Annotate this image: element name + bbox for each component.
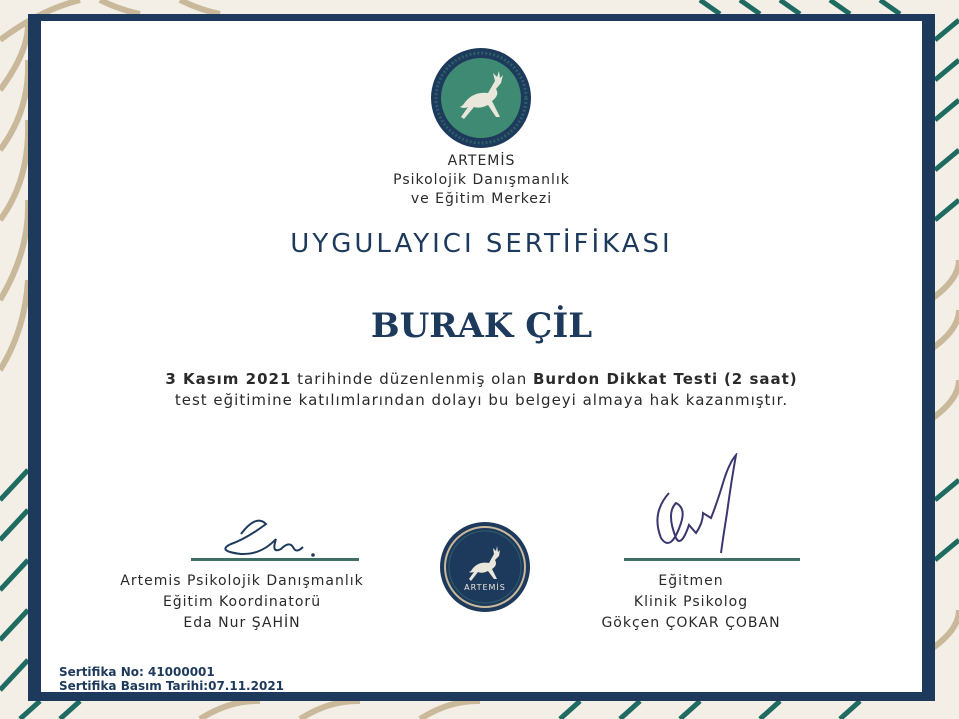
left-signatory-org: Artemis Psikolojik Danışmanlık: [120, 573, 364, 589]
certificate-title: UYGULAYICI SERTİFİKASI: [290, 229, 673, 259]
body-text-part2: test eğitimine katılımlarından dolayı bu belgeyi almaya hak kazanmıştır.: [174, 391, 789, 409]
right-signatory-role: Klinik Psikolog: [633, 594, 749, 610]
left-signature-line: [191, 558, 359, 561]
left-signatory-name: Eda Nur ŞAHİN: [183, 615, 301, 631]
body-text-part1: tarihinde düzenlenmiş olan: [291, 370, 533, 388]
certificate-frame: [28, 14, 935, 701]
certificate-number: Sertifika No: 41000001: [59, 665, 215, 679]
event-date: 3 Kasım 2021: [165, 370, 292, 388]
org-subtitle-line1: Psikolojik Danışmanlık: [393, 172, 570, 188]
right-signature: [641, 453, 761, 583]
left-signatory: [97, 571, 387, 634]
left-signatory-role: Eğitim Koordinatorü: [162, 594, 322, 610]
certificate-body-text: [161, 369, 802, 411]
print-date: Sertifika Basım Tarihi:07.11.2021: [59, 679, 285, 693]
certificate-paper: [41, 21, 922, 692]
seal-icon: [439, 521, 531, 613]
recipient-name: BURAK ÇİL: [370, 306, 593, 346]
right-signatory: [561, 571, 821, 634]
deer-logo-icon: [430, 47, 532, 149]
test-name: Burdon Dikkat Testi: [533, 370, 719, 388]
test-duration: (2 saat): [723, 370, 798, 388]
right-signatory-name: Gökçen ÇOKAR ÇOBAN: [601, 615, 781, 631]
right-signature-line: [624, 558, 800, 561]
seal-text: ARTEMİS: [464, 583, 506, 592]
right-signatory-title: Eğitmen: [658, 573, 724, 589]
org-subtitle-line2: ve Eğitim Merkezi: [410, 191, 553, 207]
org-name: ARTEMİS: [447, 153, 516, 169]
